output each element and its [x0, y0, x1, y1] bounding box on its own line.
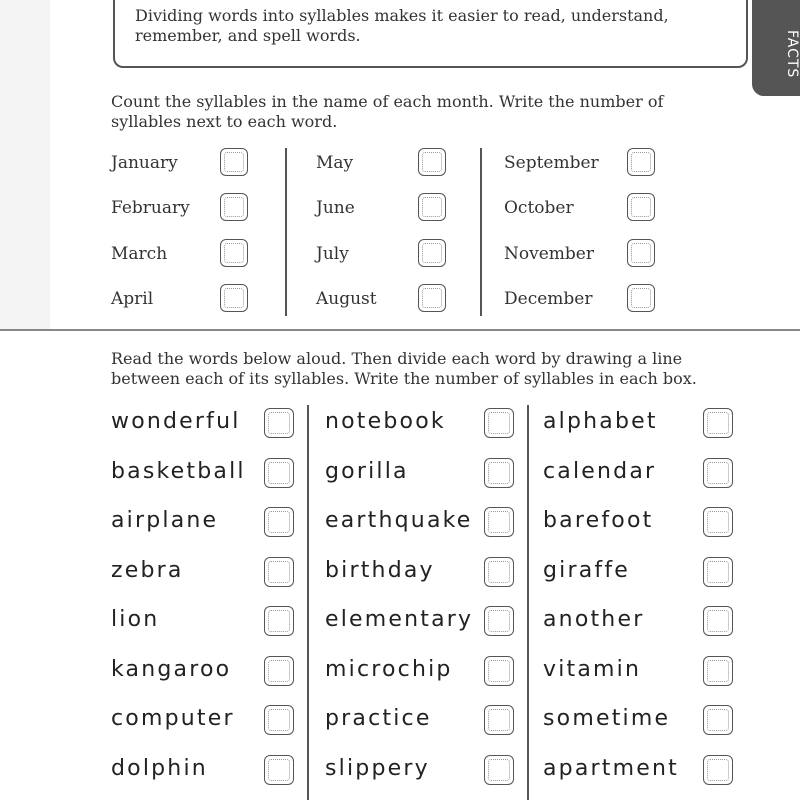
- month-label: May: [316, 153, 354, 173]
- syllable-count-box[interactable]: [484, 755, 514, 785]
- syllable-count-box[interactable]: [220, 284, 248, 312]
- month-label: July: [316, 244, 349, 264]
- word-label: elementary: [325, 607, 474, 632]
- word-label: giraffe: [543, 558, 631, 583]
- word-column-divider-2: [527, 405, 529, 800]
- word-label: calendar: [543, 459, 657, 484]
- word-column-divider-1: [307, 405, 309, 800]
- syllable-count-box[interactable]: [264, 557, 294, 587]
- syllable-count-box[interactable]: [264, 507, 294, 537]
- month-label: March: [111, 244, 168, 264]
- word-label: wonderful: [111, 409, 241, 434]
- syllable-count-box[interactable]: [484, 408, 514, 438]
- syllable-count-box[interactable]: [418, 284, 446, 312]
- syllable-count-box[interactable]: [220, 148, 248, 176]
- word-label: dolphin: [111, 756, 208, 781]
- syllable-count-box[interactable]: [264, 705, 294, 735]
- month-label: June: [316, 198, 355, 218]
- syllable-count-box[interactable]: [484, 458, 514, 488]
- word-label: computer: [111, 706, 235, 731]
- syllable-count-box[interactable]: [484, 507, 514, 537]
- month-label: February: [111, 198, 190, 218]
- syllable-count-box[interactable]: [264, 408, 294, 438]
- word-label: basketball: [111, 459, 246, 484]
- facts-text: Dividing words into syllables makes it easier to read, understand, remember, and spell words.: [135, 6, 669, 45]
- month-label: December: [504, 289, 593, 309]
- month-label: January: [111, 153, 178, 173]
- syllable-count-box[interactable]: [418, 148, 446, 176]
- syllable-count-box[interactable]: [484, 705, 514, 735]
- month-label: August: [316, 289, 377, 309]
- word-label: another: [543, 607, 645, 632]
- syllable-count-box[interactable]: [418, 193, 446, 221]
- syllable-count-box[interactable]: [703, 458, 733, 488]
- word-label: slippery: [325, 756, 430, 781]
- month-label: September: [504, 153, 599, 173]
- syllable-count-box[interactable]: [264, 458, 294, 488]
- month-column-divider-2: [480, 148, 482, 316]
- word-label: zebra: [111, 558, 184, 583]
- word-label: practice: [325, 706, 432, 731]
- syllable-count-box[interactable]: [220, 193, 248, 221]
- word-label: microchip: [325, 657, 453, 682]
- syllable-count-box[interactable]: [484, 606, 514, 636]
- word-label: barefoot: [543, 508, 654, 533]
- syllable-count-box[interactable]: [484, 557, 514, 587]
- left-margin-shading: [0, 0, 50, 330]
- syllable-count-box[interactable]: [627, 239, 655, 267]
- word-instructions: Read the words below aloud. Then divide each word by drawing a line between each of its syllables. Write the number of syllables in each box.: [111, 349, 697, 388]
- word-label: earthquake: [325, 508, 473, 533]
- syllable-count-box[interactable]: [264, 656, 294, 686]
- syllable-count-box[interactable]: [703, 606, 733, 636]
- syllable-count-box[interactable]: [220, 239, 248, 267]
- syllable-count-box[interactable]: [703, 408, 733, 438]
- syllable-count-box[interactable]: [627, 284, 655, 312]
- word-label: airplane: [111, 508, 219, 533]
- word-label: sometime: [543, 706, 671, 731]
- syllable-count-box[interactable]: [264, 606, 294, 636]
- word-label: birthday: [325, 558, 435, 583]
- syllable-count-box[interactable]: [484, 656, 514, 686]
- word-label: alphabet: [543, 409, 658, 434]
- syllable-count-box[interactable]: [703, 656, 733, 686]
- syllable-count-box[interactable]: [703, 755, 733, 785]
- month-label: April: [111, 289, 154, 309]
- syllable-count-box[interactable]: [264, 755, 294, 785]
- month-label: November: [504, 244, 594, 264]
- section-divider: [0, 329, 800, 331]
- word-label: vitamin: [543, 657, 642, 682]
- facts-tab-label: FACTS: [784, 30, 800, 79]
- word-label: lion: [111, 607, 160, 632]
- syllable-count-box[interactable]: [703, 557, 733, 587]
- month-column-divider-1: [285, 148, 287, 316]
- word-label: notebook: [325, 409, 446, 434]
- month-label: October: [504, 198, 574, 218]
- word-label: kangaroo: [111, 657, 232, 682]
- word-label: apartment: [543, 756, 679, 781]
- month-instructions: Count the syllables in the name of each month. Write the number of syllables next to each word.: [111, 92, 664, 131]
- syllable-count-box[interactable]: [418, 239, 446, 267]
- syllable-count-box[interactable]: [627, 193, 655, 221]
- facts-box: [113, 0, 748, 68]
- word-label: gorilla: [325, 459, 409, 484]
- syllable-count-box[interactable]: [627, 148, 655, 176]
- syllable-count-box[interactable]: [703, 507, 733, 537]
- syllable-count-box[interactable]: [703, 705, 733, 735]
